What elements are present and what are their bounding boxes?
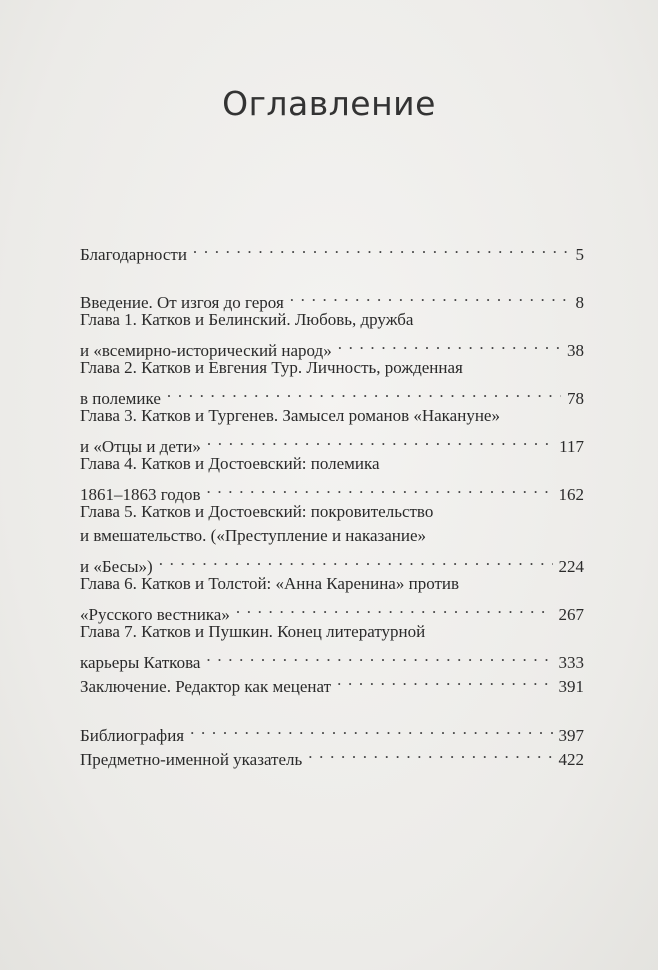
toc-entry-text: Глава 4. Катков и Достоевский: полемика xyxy=(80,454,380,473)
toc-page-number: 38 xyxy=(567,341,584,360)
toc-entry-line xyxy=(80,548,584,576)
toc-entry xyxy=(80,284,584,312)
toc-entry-line xyxy=(80,596,584,624)
toc-entry-text: Глава 7. Катков и Пушкин. Конец литературной xyxy=(80,622,426,641)
toc-entry-line xyxy=(80,572,584,596)
toc-entry-line xyxy=(80,717,584,745)
toc-page-number: 397 xyxy=(558,726,584,745)
dot-leader xyxy=(167,380,561,404)
dot-leader xyxy=(193,236,568,260)
toc-page-number: 162 xyxy=(558,485,584,504)
dot-leader xyxy=(190,717,552,741)
toc-entry-text: Глава 5. Катков и Достоевский: покровительство xyxy=(80,502,434,521)
toc-entry-text: Глава 6. Катков и Толстой: «Анна Каренина» против xyxy=(80,574,460,593)
toc-entry-text: 1861–1863 годов xyxy=(80,485,201,504)
toc-entry-text: Библиография xyxy=(80,726,185,745)
toc-entry-text: в полемике xyxy=(80,389,161,408)
dot-leader xyxy=(159,548,553,572)
toc-entry xyxy=(80,741,584,769)
dot-leader xyxy=(207,428,553,452)
toc-entry-line xyxy=(80,404,584,428)
toc-entry-line xyxy=(80,524,584,548)
toc-entry-text: Глава 1. Катков и Белинский. Любовь, дружба xyxy=(80,310,414,329)
dot-leader xyxy=(207,476,553,500)
toc-page-number: 267 xyxy=(558,605,584,624)
toc-entry-line xyxy=(80,620,584,644)
toc-entry xyxy=(80,356,584,408)
toc-entry-text: и «Бесы») xyxy=(80,557,153,576)
toc-entry-text: Благодарности xyxy=(80,245,187,264)
toc-entry-text: Предметно-именной указатель xyxy=(80,750,303,769)
toc-entry xyxy=(80,452,584,504)
toc-entry xyxy=(80,572,584,624)
toc-page-number: 78 xyxy=(567,389,584,408)
toc-entry-line xyxy=(80,741,584,769)
toc-entry-line xyxy=(80,668,584,696)
table-of-contents xyxy=(80,236,584,769)
toc-entry xyxy=(80,500,584,576)
toc-entry-line xyxy=(80,332,584,360)
toc-entry-line xyxy=(80,500,584,524)
toc-page-number: 333 xyxy=(558,653,584,672)
dot-leader xyxy=(338,332,561,356)
toc-page-number: 422 xyxy=(558,750,584,769)
toc-page-number: 8 xyxy=(575,293,584,312)
toc-entry-text: и вмешательство. («Преступление и наказание» xyxy=(80,526,426,545)
toc-entry-text: Введение. От изгоя до героя xyxy=(80,293,284,312)
toc-page-number: 117 xyxy=(559,437,584,456)
toc-entry xyxy=(80,668,584,696)
dot-leader xyxy=(290,284,568,308)
toc-entry-text: Заключение. Редактор как меценат xyxy=(80,677,332,696)
toc-entry-text: «Русского вестника» xyxy=(80,605,230,624)
toc-entry-line xyxy=(80,380,584,408)
page-title: Оглавление xyxy=(222,84,436,123)
toc-entry-text: Глава 2. Катков и Евгения Тур. Личность, рожденная xyxy=(80,358,463,377)
toc-entry xyxy=(80,717,584,745)
toc-entry-line xyxy=(80,644,584,672)
toc-entry-text: и «Отцы и дети» xyxy=(80,437,201,456)
toc-page-number: 5 xyxy=(575,245,584,264)
toc-entry-line xyxy=(80,428,584,456)
toc-entry-text: и «всемирно-исторический народ» xyxy=(80,341,332,360)
toc-entry-line xyxy=(80,308,584,332)
toc-entry-text: Глава 3. Катков и Тургенев. Замысел романов «Накануне» xyxy=(80,406,500,425)
toc-entry-line xyxy=(80,452,584,476)
dot-leader xyxy=(337,668,552,692)
toc-entry-line xyxy=(80,236,584,264)
toc-entry-line xyxy=(80,356,584,380)
toc-page-number: 224 xyxy=(558,557,584,576)
toc-entry-line xyxy=(80,284,584,312)
toc-page-number: 391 xyxy=(558,677,584,696)
dot-leader xyxy=(308,741,552,765)
toc-entry-text: карьеры Каткова xyxy=(80,653,201,672)
toc-entry xyxy=(80,620,584,672)
toc-entry xyxy=(80,236,584,264)
toc-entry xyxy=(80,404,584,456)
toc-entry xyxy=(80,308,584,360)
dot-leader xyxy=(236,596,553,620)
dot-leader xyxy=(206,644,552,668)
toc-entry-line xyxy=(80,476,584,504)
